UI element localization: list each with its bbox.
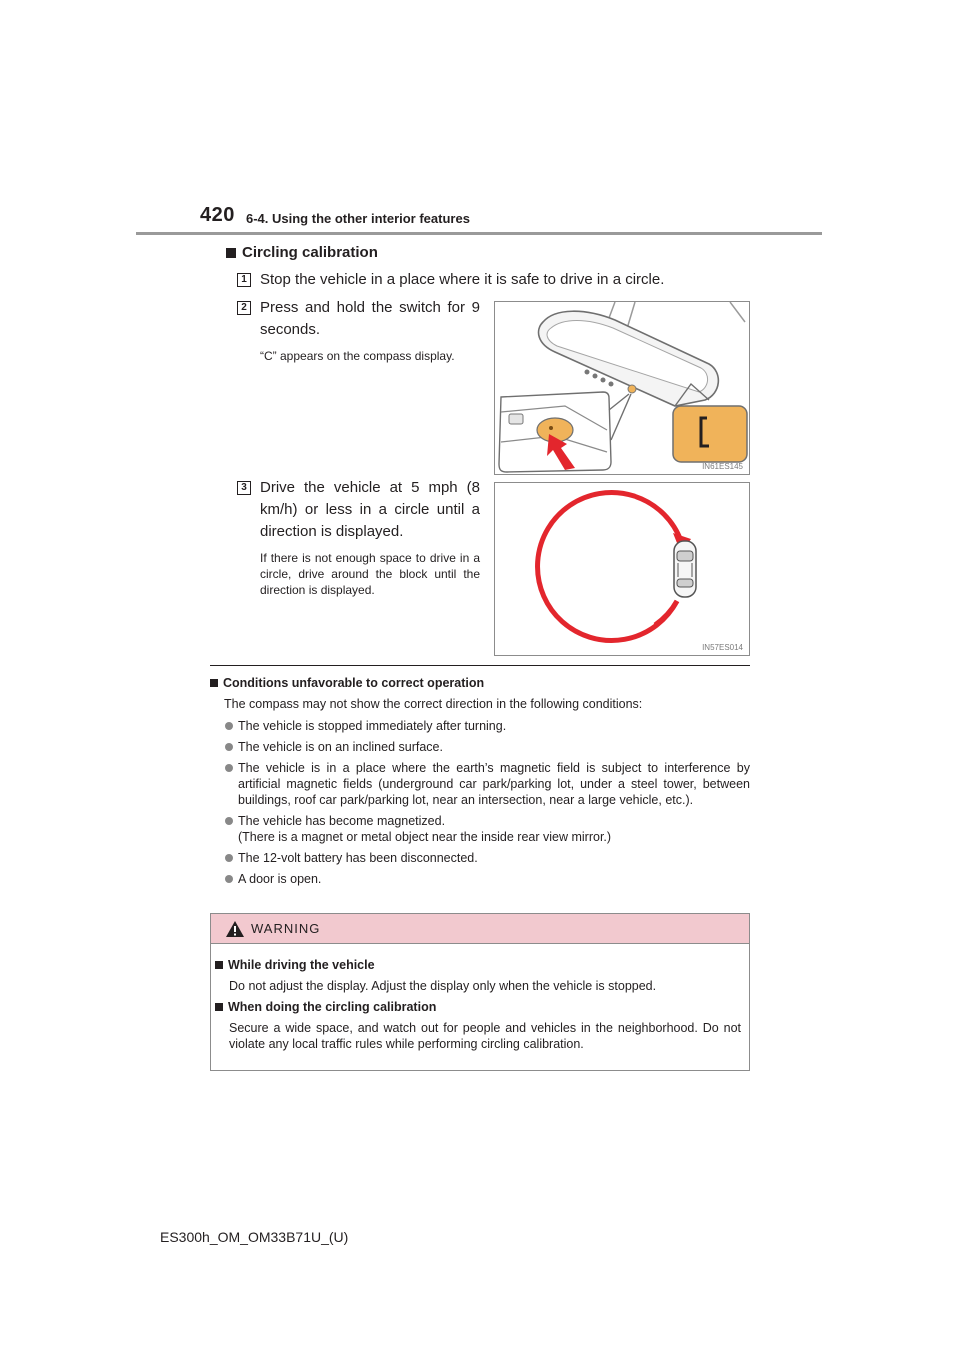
warning-item-1-heading — [215, 958, 375, 972]
list-item: The vehicle is stopped immediately after turning. — [224, 718, 750, 734]
warning-header — [211, 914, 749, 944]
circle-drive-drawing — [495, 483, 750, 656]
conditions-intro: The compass may not show the correct direction in the following conditions: — [224, 697, 643, 711]
step-number-1: 1 — [237, 273, 251, 287]
square-bullet-icon — [215, 1003, 223, 1011]
step-2-note: “C” appears on the compass display. — [260, 349, 455, 363]
warning-item-2-heading — [215, 1000, 436, 1014]
conditions-title: Conditions unfavorable to correct operation — [223, 676, 485, 690]
warning-box — [210, 913, 750, 1071]
list-item: The vehicle is on an inclined surface. — [224, 739, 750, 755]
list-item — [224, 813, 750, 845]
mirror-switch-illustration — [494, 301, 750, 475]
list-item: A door is open. — [224, 871, 750, 887]
list-item: The vehicle is in a place where the earth’s magnetic field is subject to interference by artificial magnetic fields (underground car park/parking lot, under a steel tower, between buildings, roof car park/parking lot, near an intersection, near a large vehicle, etc.). — [224, 760, 750, 808]
list-item-text: The vehicle has become magnetized. — [238, 814, 446, 828]
warning-item-2-text: Secure a wide space, and watch out for people and vehicles in the neighborhood. Do not violate any local traffic rules while performing circling calibration. — [229, 1021, 741, 1051]
figure-code: IN61ES145 — [702, 462, 743, 471]
step-3-text: Drive the vehicle at 5 mph (8 km/h) or less in a circle until a direction is displayed. — [260, 479, 480, 540]
section-heading — [226, 244, 378, 261]
warning-item-1-text: Do not adjust the display. Adjust the display only when the vehicle is stopped. — [229, 979, 657, 993]
square-bullet-icon — [210, 679, 218, 687]
mirror-switch-drawing — [495, 302, 750, 475]
list-item-subtext: (There is a magnet or metal object near the inside rear view mirror.) — [238, 830, 612, 844]
step-3-note: If there is not enough space to drive in a circle, drive around the block until the direction is displayed. — [260, 551, 480, 597]
chapter-title: 6-4. Using the other interior features — [246, 211, 470, 226]
step-1-text: Stop the vehicle in a place where it is safe to drive in a circle. — [260, 271, 665, 288]
page-number: 420 — [200, 204, 235, 226]
circle-drive-illustration — [494, 482, 750, 656]
step-number-3: 3 — [237, 481, 251, 495]
warning-item-2-title: When doing the circling calibration — [228, 1000, 437, 1014]
conditions-heading — [210, 676, 484, 690]
square-bullet-icon — [226, 248, 236, 258]
conditions-list — [224, 718, 750, 892]
section-divider — [210, 665, 750, 666]
square-bullet-icon — [215, 961, 223, 969]
figure-code: IN57ES014 — [702, 643, 743, 652]
header-rule — [136, 232, 822, 235]
list-item: The 12-volt battery has been disconnected. — [224, 850, 750, 866]
step-2-text: Press and hold the switch for 9 seconds. — [260, 299, 480, 338]
warning-title: WARNING — [251, 921, 321, 936]
step-number-2: 2 — [237, 301, 251, 315]
warning-item-1-title: While driving the vehicle — [228, 958, 375, 972]
warning-triangle-icon — [225, 920, 245, 938]
document-code: ES300h_OM_OM33B71U_(U) — [160, 1229, 349, 1245]
section-title: Circling calibration — [242, 244, 378, 261]
